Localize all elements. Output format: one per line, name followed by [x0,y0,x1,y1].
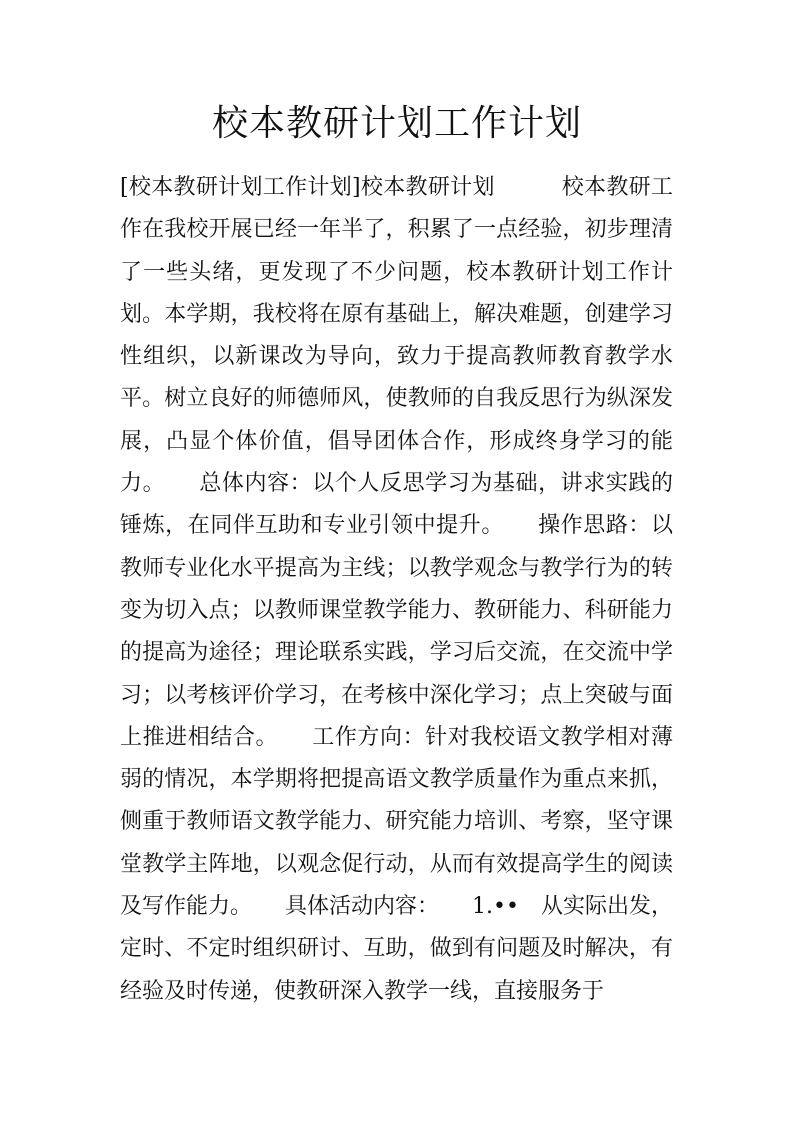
document-title: 校本教研计划工作计划 [211,103,582,144]
document-body-paragraph: [校本教研计划工作计划]校本教研计划 校本教研工作在我校开展已经一年半了，积累了一点经验，初步理清了一些头绪，更发现了不少问题，校本教研计划工作计划。本学期，我校将在原有基础上，解决难题，创建学习性组织，以新课改为导向，致力于提高教师教育教学水平。树立良好的师德师风，使教师的自我反思行为纵深发展，凸显个体价值，倡导团体合作，形成终身学习的能力。 总体内容：以个人反思学习为基础，讲求实践的锤炼，在同伴互助和专业引领中提升。 操作思路：以教师专业化水平提高为主线；以教学观念与教学行为的转变为切入点；以教师课堂教学能力、教研能力、科研能力的提高为途径；理论联系实践，学习后交流，在交流中学习；以考核评价学习，在考核中深化学习；点上突破与面上推进相结合。 工作方向：针对我校语文教学相对薄弱的情况，本学期将把提高语文教学质量作为重点来抓，侧重于教师语文教学能力、研究能力培训、考察，坚守课堂教学主阵地，以观念促行动，从而有效提高学生的阅读及写作能力。 具体活动内容： 1.•• 从实际出发，定时、不定时组织研讨、互助，做到有问题及时解决，有经验及时传递，使教研深入教学一线，直接服务于 [120,175,673,1004]
